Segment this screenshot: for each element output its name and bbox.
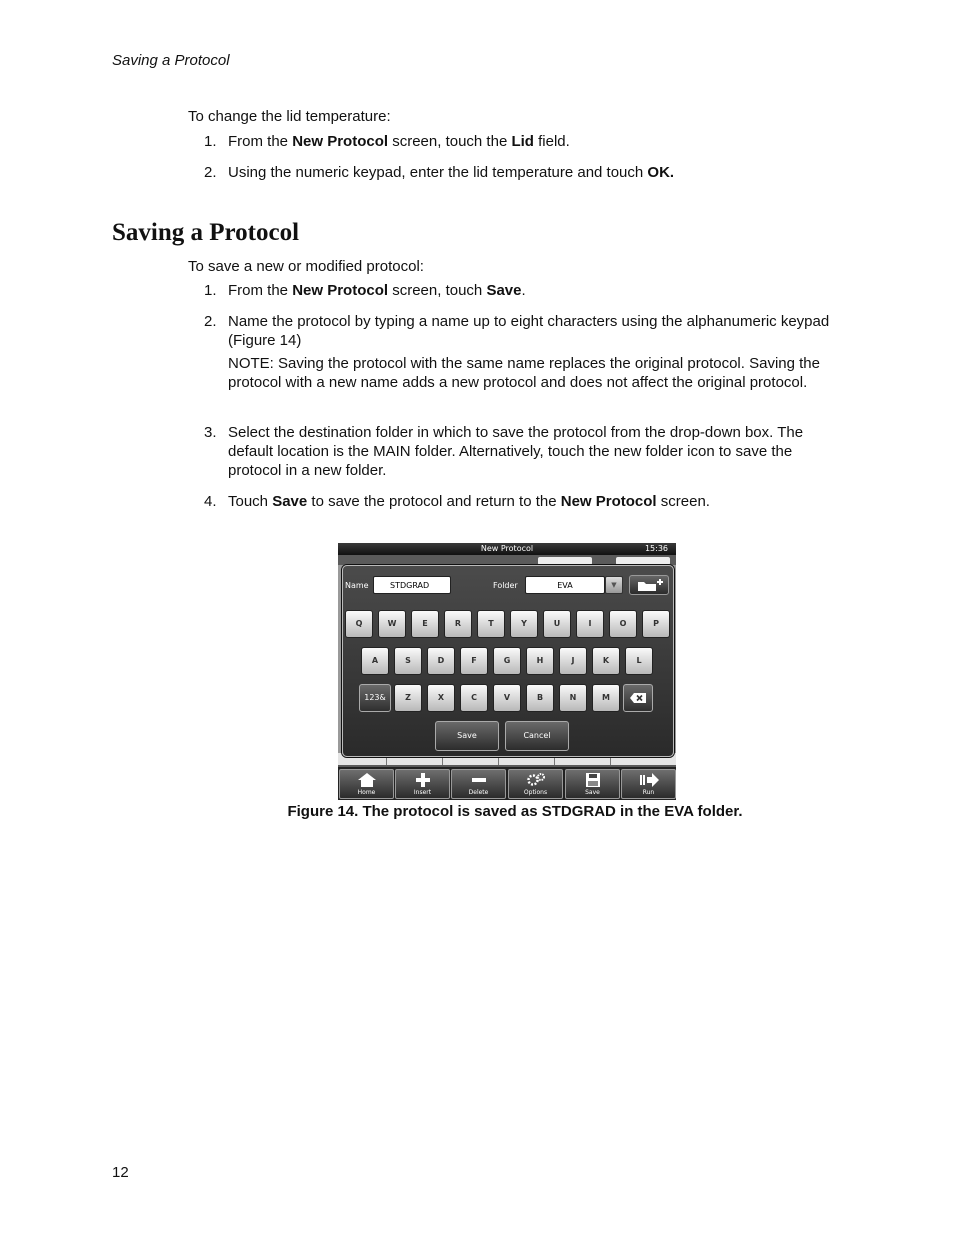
key-r[interactable]: R: [444, 610, 472, 638]
step-text: .: [521, 282, 526, 299]
key-f[interactable]: F: [460, 647, 488, 675]
run-arrow-icon: [638, 772, 660, 788]
key-k[interactable]: K: [592, 647, 620, 675]
home-icon: [357, 772, 377, 788]
figure-caption: Figure 14. The protocol is saved as STDGRAD in the EVA folder.: [287, 803, 743, 820]
page-number: 12: [112, 1164, 129, 1181]
step-bold: OK.: [647, 164, 675, 181]
plus-icon: [413, 772, 433, 788]
background-tab: [616, 557, 670, 565]
key-u[interactable]: U: [543, 610, 571, 638]
key-w[interactable]: W: [378, 610, 406, 638]
toolbar-label: Delete: [468, 789, 489, 796]
screen-title: New Protocol: [480, 544, 534, 553]
background-tab: [538, 557, 592, 565]
save-step-2: [204, 312, 844, 392]
key-h[interactable]: H: [526, 647, 554, 675]
key-d[interactable]: D: [427, 647, 455, 675]
key-g[interactable]: G: [493, 647, 521, 675]
toolbar-label: Insert: [413, 789, 432, 796]
lid-intro: To change the lid temperature:: [188, 108, 391, 125]
step-bold: Save: [272, 493, 308, 510]
backspace-icon: [629, 692, 647, 704]
key-e[interactable]: E: [411, 610, 439, 638]
name-label: Name: [345, 581, 369, 590]
figure-device-screen: [338, 543, 676, 800]
save-intro: To save a new or modified protocol:: [188, 258, 424, 275]
step-number: 1.: [204, 133, 217, 150]
key-o[interactable]: O: [609, 610, 637, 638]
toolbar-save-button[interactable]: [565, 769, 620, 799]
step-number: 4.: [204, 493, 217, 510]
step-text: Touch: [228, 493, 273, 510]
step-bold: New Protocol: [292, 282, 389, 299]
step-text: screen.: [656, 493, 710, 510]
key-v[interactable]: V: [493, 684, 521, 712]
new-folder-button[interactable]: [629, 575, 669, 595]
folder-plus-icon: [630, 576, 668, 594]
step-text: screen, touch the: [388, 133, 512, 150]
mode-123-key[interactable]: 123&: [359, 684, 391, 712]
step-text: to save the protocol and return to the: [307, 493, 561, 510]
step-text: screen, touch: [388, 282, 487, 299]
save-dialog: [342, 565, 674, 757]
screen-titlebar: [338, 543, 676, 555]
key-m[interactable]: M: [592, 684, 620, 712]
save-button[interactable]: Save: [435, 721, 499, 751]
step-number: 2.: [204, 313, 217, 330]
key-j[interactable]: J: [559, 647, 587, 675]
folder-dropdown[interactable]: EVA: [525, 576, 605, 594]
key-c[interactable]: C: [460, 684, 488, 712]
step-text: From the: [228, 133, 293, 150]
key-z[interactable]: Z: [394, 684, 422, 712]
key-y[interactable]: Y: [510, 610, 538, 638]
floppy-disk-icon: [583, 772, 603, 788]
key-x[interactable]: X: [427, 684, 455, 712]
toolbar-label: Options: [523, 789, 548, 796]
toolbar-label: Run: [642, 789, 655, 796]
step-text: Using the numeric keypad, enter the lid temperature and touch: [228, 164, 648, 181]
key-s[interactable]: S: [394, 647, 422, 675]
step-bold: New Protocol: [292, 133, 389, 150]
name-field[interactable]: STDGRAD: [373, 576, 451, 594]
step-text: field.: [533, 133, 570, 150]
step-text: From the: [228, 282, 293, 299]
key-a[interactable]: A: [361, 647, 389, 675]
step-number: 2.: [204, 164, 217, 181]
toolbar-label: Home: [357, 789, 376, 796]
step-bold: Save: [486, 282, 522, 299]
folder-label: Folder: [493, 581, 518, 590]
minus-icon: [469, 772, 489, 788]
key-q[interactable]: Q: [345, 610, 373, 638]
save-step-1: [204, 281, 844, 300]
screen-clock: 15:36: [644, 544, 668, 553]
toolbar-insert-button[interactable]: [395, 769, 450, 799]
lid-step-1: [204, 132, 844, 151]
backspace-key[interactable]: [623, 684, 653, 712]
bottom-toolbar: [338, 767, 676, 800]
key-t[interactable]: T: [477, 610, 505, 638]
key-l[interactable]: L: [625, 647, 653, 675]
lid-step-2: [204, 163, 844, 182]
toolbar-delete-button[interactable]: [451, 769, 506, 799]
dropdown-arrow-icon[interactable]: ▼: [605, 576, 623, 594]
step-text: Select the destination folder in which to save the protocol from the drop-down box. The default location is the MAIN folder. Alternatively, touch the new folder icon to save the protocol in a new folder.: [228, 424, 804, 479]
running-head: Saving a Protocol: [112, 52, 230, 69]
step-number: 3.: [204, 424, 217, 441]
cancel-button[interactable]: Cancel: [505, 721, 569, 751]
save-step-3: [204, 423, 844, 480]
toolbar-options-button[interactable]: [508, 769, 563, 799]
step-number: 1.: [204, 282, 217, 299]
gears-icon: [526, 772, 546, 788]
toolbar-home-button[interactable]: [339, 769, 394, 799]
step-note: NOTE: Saving the protocol with the same name replaces the original protocol. Saving the protocol with a new name adds a new protocol and does not affect the original protocol.: [228, 355, 820, 391]
key-i[interactable]: I: [576, 610, 604, 638]
save-step-4: [204, 492, 844, 511]
step-bold: New Protocol: [560, 493, 657, 510]
section-heading: Saving a Protocol: [112, 219, 300, 246]
step-bold: Lid: [511, 133, 534, 150]
key-b[interactable]: B: [526, 684, 554, 712]
toolbar-run-button[interactable]: [621, 769, 676, 799]
key-n[interactable]: N: [559, 684, 587, 712]
toolbar-label: Save: [585, 789, 600, 796]
step-text: Name the protocol by typing a name up to eight characters using the alphanumeric keypad (Figure 14): [228, 313, 830, 349]
key-p[interactable]: P: [642, 610, 670, 638]
